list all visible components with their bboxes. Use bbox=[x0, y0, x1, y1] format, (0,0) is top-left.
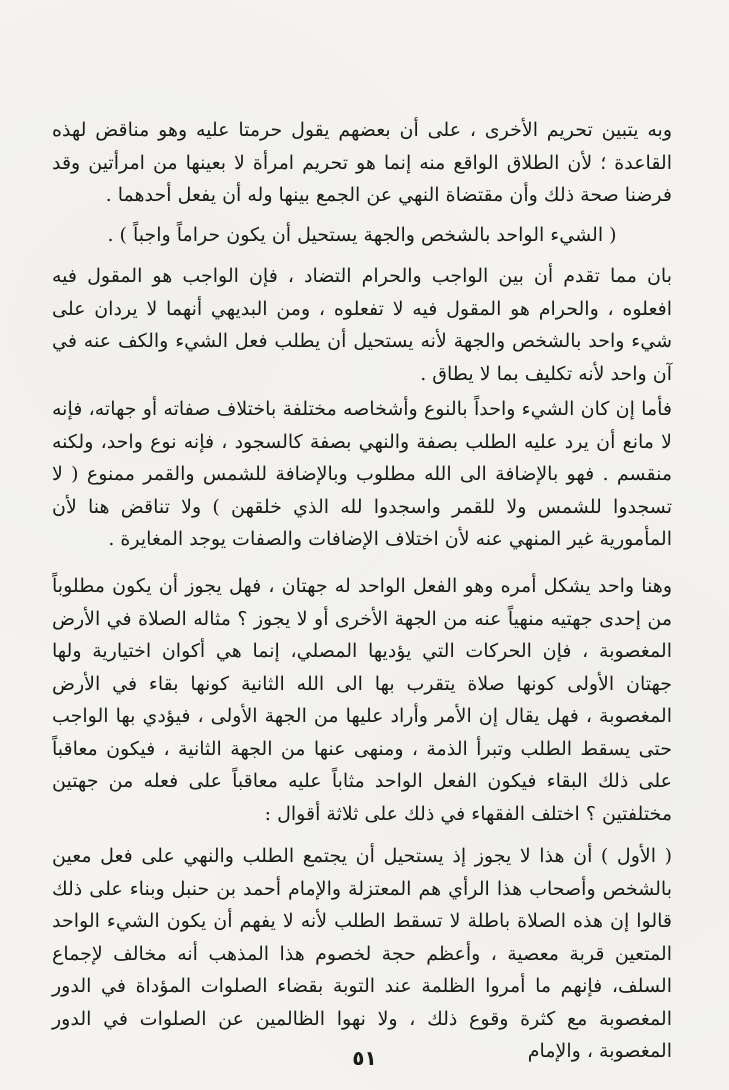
paragraph-4: وهنا واحد يشكل أمره وهو الفعل الواحد له جهتان ، فهل يجوز أن يكون مطلوباً من إحدى جهتيه منهياً عنه من الجهة الأخرى أو لا يجوز ؟ مثاله الصلاة في الأرض المغصوبة ، فإن الحركات التي يؤديها المصلي، إنما هي أكوان اختيارية ولها جهتان الأولى كونها صلاة يتقرب بها الى الله الثانية كونها بقاء في الأرض المغصوبة ، فهل يقال إن الأمر وأراد عليها من الجهة الأولى ، فيؤدي بها الواجب حتى يسقط الطلب وتبرأ الذمة ، ومنهى عنها من الجهة الثانية ، فيكون معاقباً على ذلك البقاء فيكون الفعل الواحد مثاباً عليه معاقباً على فعله من جهتين مختلفتين ؟ اختلف الفقهاء في ذلك على ثلاثة أقوال : bbox=[52, 575, 672, 825]
paragraph-3: فأما إن كان الشيء واحداً بالنوع وأشخاصه مختلفة باختلاف صفاته أو جهاته، فإنه لا مانع أن يرد عليه الطلب بصفة والنهي بصفة كالسجود ، فإنه نوع واحد، ولكنه منقسم . فهو بالإضافة الى الله مطلوب وبالإضافة للشمس والقمر ممنوع ( لا تسجدوا للشمس ولا للقمر واسجدوا لله الذي خلقهن ) ولا تناقض هنا لأن المأمورية غير المنهي عنه لأن اختلاف الإضافات والصفات يوجد المغايرة . bbox=[52, 398, 672, 550]
page-number: ٥١ bbox=[352, 1046, 377, 1070]
paragraph-1: وبه يتبين تحريم الأخرى ، على أن بعضهم يقول حرمتا عليه وهو مناقض لهذه القاعدة ؛ لأن الطلاق الواقع منه إنما هو تحريم امرأة لا بعينها من امرأتين وقد فرضنا صحة ذلك وأن مقتضاة النهي عن الجمع بينها وله أن يفعل أحدهما . bbox=[52, 119, 672, 206]
paragraph-5: ( الأول ) أن هذا لا يجوز إذ يستحيل أن يجتمع الطلب والنهي على فعل معين بالشخص وأصحاب هذا الرأي هم المعتزلة والإمام أحمد بن حنبل وبناء على ذلك قالوا إن هذه الصلاة باطلة لا تسقط الطلب لأنه لا يفهم أن يكون الشيء الواحد المتعين قربة معصية ، وأعظم حجة لخصوم هذا المذهب أنه مخالف لإجماع السلف، فإنهم ما أمروا الظلمة عند التوبة بقضاء الصلوات المؤداة في الدور المغصوبة مع كثرة وقوع ذلك ، ولا نهوا الظالمين عن الصلوات في الدور المغصوبة ، والإمام bbox=[52, 845, 672, 1062]
paragraph-2: بان مما تقدم أن بين الواجب والحرام التضاد ، فإن الواجب هو المقول فيه افعلوه ، والحرام هو المقول فيه لا تفعلوه ، ومن البديهي أنهما لا يردان على شيء واحد بالشخص والجهة لأنه يستحيل أن يطلب فعل الشيء والكف عنه في آن واحد لأنه تكليف بما لا يطاق . bbox=[52, 265, 672, 385]
section-heading: ( الشيء الواحد بالشخص والجهة يستحيل أن يكون حراماً واجباً ) . bbox=[107, 224, 617, 246]
